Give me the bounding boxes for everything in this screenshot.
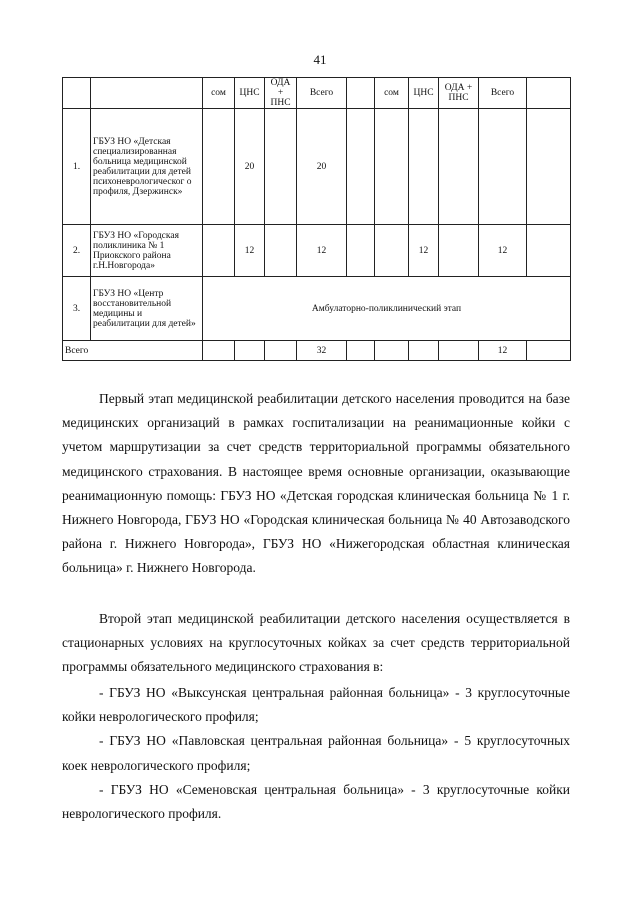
table-cell xyxy=(527,225,571,277)
table-cell: 12 xyxy=(409,225,439,277)
table-row xyxy=(63,109,571,225)
table-cell xyxy=(203,225,235,277)
table-cell xyxy=(527,341,571,361)
bullet-list xyxy=(62,681,570,826)
header-cell: сом xyxy=(203,78,235,109)
table-cell xyxy=(439,225,479,277)
header-cell: ЦНС xyxy=(409,78,439,109)
list-item: - ГБУЗ НО «Семеновская центральная больница» - 3 круглосуточные койки неврологического профиля. xyxy=(62,781,570,822)
table-cell xyxy=(439,341,479,361)
paragraph-first-stage xyxy=(62,387,570,581)
table-cell xyxy=(203,341,235,361)
organization-name: ГБУЗ НО «Детская специализированная больница медицинской реабилитации для детей психоневрологическог о профиля, Дзержинск» xyxy=(91,109,203,225)
table-cell xyxy=(265,225,297,277)
table-cell: 12 xyxy=(297,225,347,277)
table-cell: 20 xyxy=(235,109,265,225)
header-cell xyxy=(347,78,375,109)
header-cell xyxy=(527,78,571,109)
table-cell xyxy=(203,109,235,225)
table-cell xyxy=(479,109,527,225)
table-cell xyxy=(375,225,409,277)
table-cell: 20 xyxy=(297,109,347,225)
merged-stage-cell: Амбулаторно-поликлинический этап xyxy=(203,277,571,341)
row-number: 1. xyxy=(63,109,91,225)
row-number: 3. xyxy=(63,277,91,341)
table-cell xyxy=(347,341,375,361)
table-cell xyxy=(235,341,265,361)
table-cell: 12 xyxy=(479,341,527,361)
row-number: 2. xyxy=(63,225,91,277)
header-cell: ЦНС xyxy=(235,78,265,109)
paragraph-second-stage xyxy=(62,607,570,680)
table-cell xyxy=(527,109,571,225)
total-row xyxy=(63,341,571,361)
table-cell xyxy=(439,109,479,225)
header-cell: ОДА + ПНС xyxy=(265,78,297,109)
table-cell: 12 xyxy=(235,225,265,277)
table-cell xyxy=(347,109,375,225)
table-cell xyxy=(409,109,439,225)
paragraph-text: Второй этап медицинской реабилитации детского населения осуществляется в стационарных условиях на круглосуточных койках за счет средств территориальной программы обязательного медицинского страхования в: xyxy=(62,611,570,675)
table-row xyxy=(63,277,571,341)
rehab-table xyxy=(62,77,571,361)
table-cell xyxy=(375,109,409,225)
organization-name: ГБУЗ НО «Центр восстановительной медицины и реабилитации для детей» xyxy=(91,277,203,341)
table-cell: 12 xyxy=(479,225,527,277)
header-cell: сом xyxy=(375,78,409,109)
header-cell xyxy=(91,78,203,109)
table-cell xyxy=(375,341,409,361)
list-item: - ГБУЗ НО «Павловская центральная районная больница» - 5 круглосуточных коек неврологического профиля; xyxy=(62,733,570,773)
table-cell xyxy=(347,225,375,277)
list-item: - ГБУЗ НО «Выксунская центральная районная больница» - 3 круглосуточные койки неврологического профиля; xyxy=(62,685,570,725)
table-header-row xyxy=(63,78,571,109)
organization-name: ГБУЗ НО «Городская поликлиника № 1 Приокского района г.Н.Новгорода» xyxy=(91,225,203,277)
table-cell xyxy=(265,341,297,361)
total-label: Всего xyxy=(63,341,203,361)
header-cell: ОДА + ПНС xyxy=(439,78,479,109)
header-cell: Всего xyxy=(297,78,347,109)
paragraph-text: Первый этап медицинской реабилитации детского населения проводится на базе медицинских организаций в рамках госпитализации на реанимационные койки с учетом маршрутизации за счет средств территориальной программы обязательного медицинского страхования. В настоящее время основные организации, оказывающие реанимационную помощь: ГБУЗ НО «Детская городская клиническая больница № 1 г. Нижнего Новгорода, ГБУЗ НО «Городская клиническая больница № 40 Автозаводского района г. Нижнего Новгорода», ГБУЗ НО «Нижегородская областная клиническая больница» г. Нижнего Новгорода. xyxy=(62,391,570,576)
table-cell xyxy=(409,341,439,361)
table-row xyxy=(63,225,571,277)
page-number: 41 xyxy=(313,52,327,67)
header-cell: Всего xyxy=(479,78,527,109)
table-cell xyxy=(265,109,297,225)
table-cell: 32 xyxy=(297,341,347,361)
header-cell xyxy=(63,78,91,109)
